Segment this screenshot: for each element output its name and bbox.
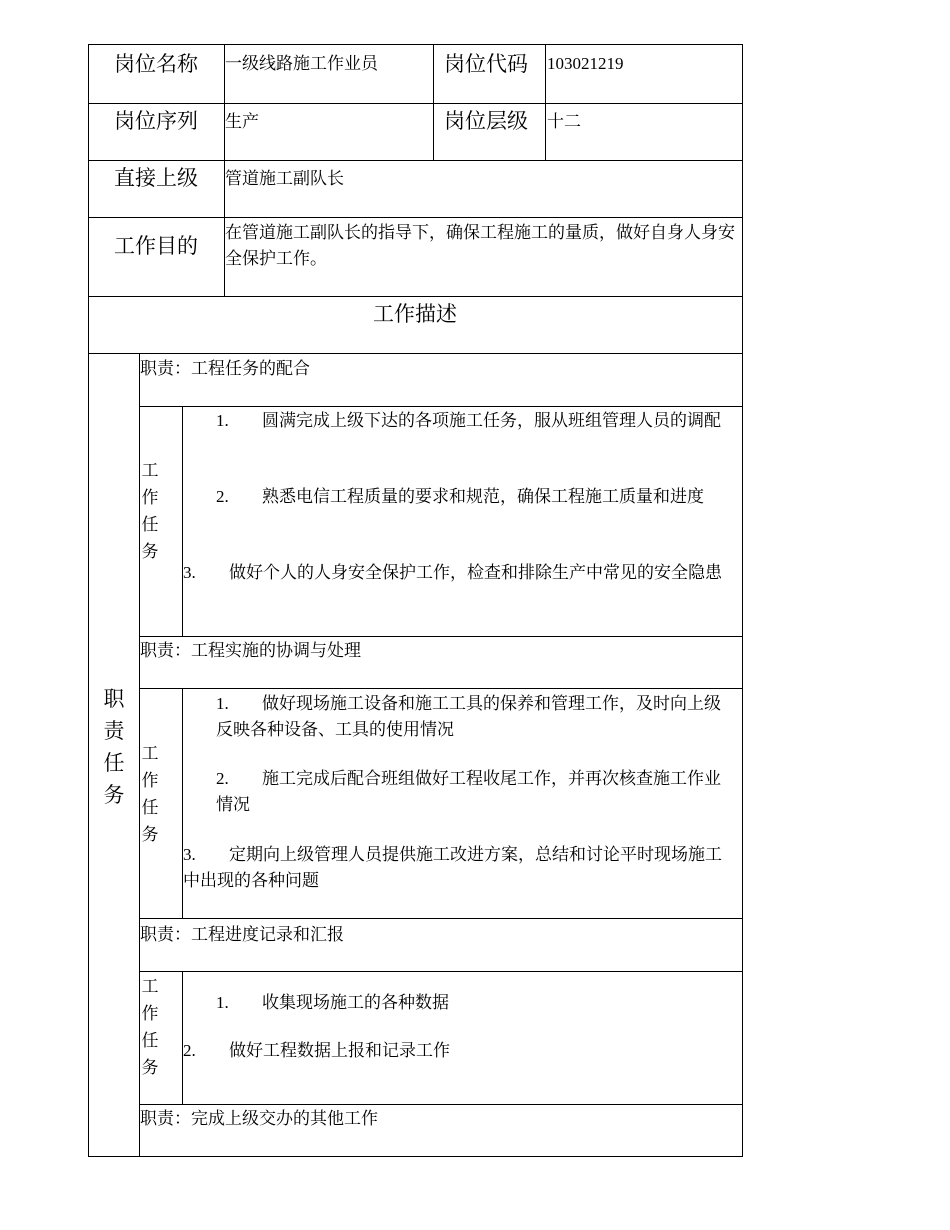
task-number: 1.	[216, 694, 229, 713]
task-text: 收集现场施工的各种数据	[262, 993, 449, 1012]
col-divider	[433, 44, 434, 160]
col-divider	[182, 406, 183, 636]
task-item	[216, 691, 736, 743]
purpose-label: 工作目的	[114, 234, 198, 258]
task-text: 圆满完成上级下达的各项施工任务，服从班组管理人员的调配	[262, 411, 721, 430]
task-number: 2.	[216, 487, 229, 506]
task-label-char: 任	[141, 515, 159, 534]
task-label-char: 作	[141, 488, 159, 507]
col-divider	[545, 44, 546, 160]
task-label-char: 任	[141, 1031, 159, 1050]
task-label-char: 工	[141, 461, 159, 480]
duty-title: 职责：工程实施的协调与处理	[140, 641, 361, 660]
task-item	[216, 484, 736, 510]
duties-label-char: 务	[103, 783, 125, 807]
task-label-char: 工	[141, 977, 159, 996]
task-number: 3.	[183, 845, 196, 864]
row-divider	[88, 296, 743, 297]
task-item	[183, 842, 736, 894]
table-border-left	[88, 44, 89, 1157]
level-label: 岗位层级	[444, 109, 528, 133]
task-item	[216, 990, 736, 1016]
level-value: 十二	[547, 112, 581, 131]
task-text: 施工完成后配合班组做好工程收尾工作，并再次核查施工作业情况	[216, 769, 721, 814]
duties-label-char: 任	[103, 751, 125, 775]
duties-label	[101, 683, 127, 811]
row-divider	[88, 160, 743, 161]
task-number: 1.	[216, 993, 229, 1012]
task-label-char: 务	[141, 542, 159, 561]
task-text: 做好现场施工设备和施工工具的保养和管理工作，及时向上级反映各种设备、工具的使用情况	[216, 694, 721, 739]
supervisor-label: 直接上级	[114, 166, 198, 190]
task-label	[140, 973, 160, 1081]
row-divider	[88, 353, 743, 354]
task-label-char: 工	[141, 744, 159, 763]
task-text: 熟悉电信工程质量的要求和规范，确保工程施工质量和进度	[262, 487, 704, 506]
table-border-right	[742, 44, 743, 1157]
position-code-value: 103021219	[547, 54, 624, 73]
task-text: 定期向上级管理人员提供施工改进方案，总结和讨论平时现场施工中出现的各种问题	[183, 845, 722, 890]
duties-label-char: 职	[103, 687, 125, 711]
row-divider	[88, 103, 743, 104]
row-divider	[139, 918, 743, 919]
task-number: 3.	[183, 563, 196, 582]
position-name-label: 岗位名称	[114, 52, 198, 76]
task-label-char: 作	[141, 771, 159, 790]
task-label-char: 作	[141, 1004, 159, 1023]
task-number: 1.	[216, 411, 229, 430]
task-number: 2.	[183, 1041, 196, 1060]
table-border-top	[88, 44, 743, 45]
row-divider	[88, 217, 743, 218]
row-divider	[139, 971, 743, 972]
duty-title: 职责：工程任务的配合	[140, 359, 310, 378]
task-text: 做好个人的人身安全保护工作，检查和排除生产中常见的安全隐患	[229, 563, 722, 582]
task-label	[140, 457, 160, 565]
task-label-char: 务	[141, 825, 159, 844]
row-divider	[139, 636, 743, 637]
position-code-label: 岗位代码	[444, 52, 528, 76]
position-name-value: 一级线路施工作业员	[225, 54, 378, 73]
supervisor-value: 管道施工副队长	[225, 169, 344, 188]
task-item	[183, 560, 736, 586]
series-value: 生产	[225, 112, 259, 131]
work-description-title: 工作描述	[373, 302, 457, 326]
duty-title: 职责：完成上级交办的其他工作	[140, 1109, 378, 1128]
task-number: 2.	[216, 769, 229, 788]
purpose-value: 在管道施工副队长的指导下，确保工程施工的量质，做好自身人身安全保护工作。	[225, 223, 735, 268]
task-item	[216, 408, 736, 434]
row-divider	[139, 1104, 743, 1105]
task-item	[216, 766, 736, 818]
duties-label-char: 责	[103, 719, 125, 743]
duty-title: 职责：工程进度记录和汇报	[140, 925, 344, 944]
row-divider	[139, 688, 743, 689]
series-label: 岗位序列	[114, 109, 198, 133]
task-label-char: 任	[141, 798, 159, 817]
row-divider	[139, 406, 743, 407]
task-label-char: 务	[141, 1058, 159, 1077]
table-border-bottom	[88, 1156, 743, 1157]
task-text: 做好工程数据上报和记录工作	[229, 1041, 450, 1060]
task-label	[140, 740, 160, 848]
task-item	[183, 1038, 736, 1064]
